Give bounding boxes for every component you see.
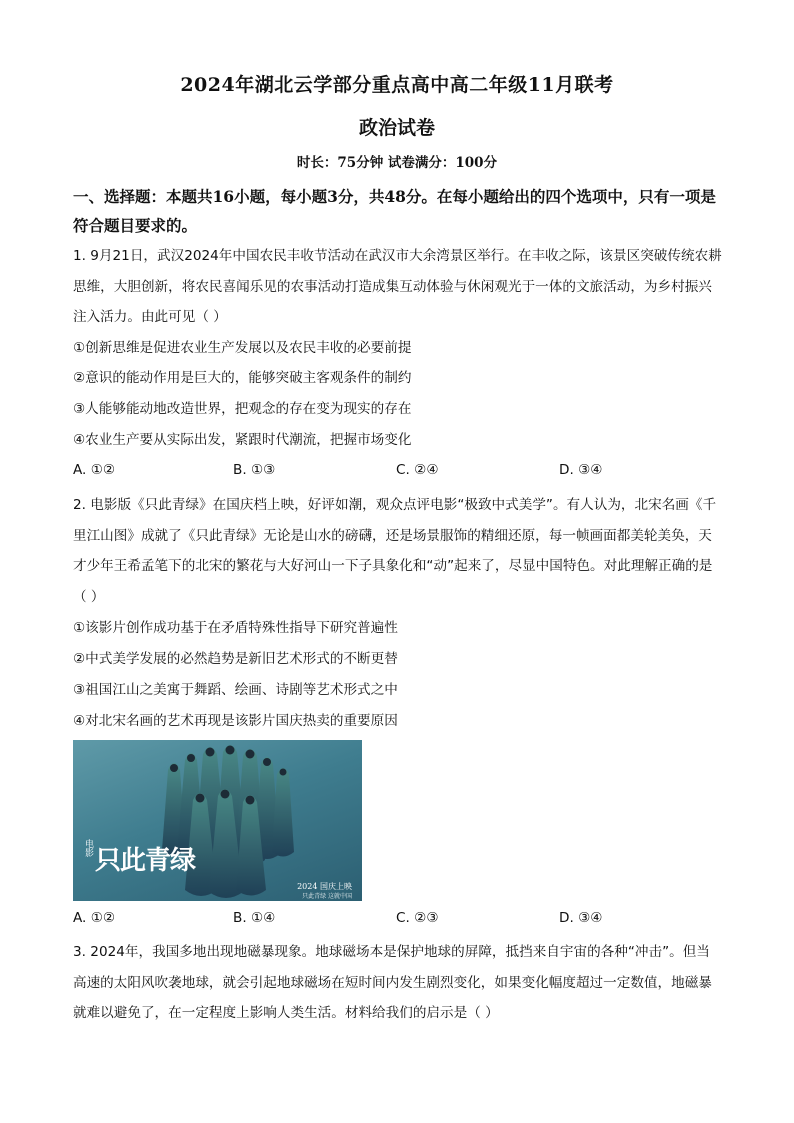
exam-meta: 时长：75分钟 试卷满分：100分 [296, 155, 498, 171]
poster-title-art: 只此青绿 [95, 846, 196, 876]
question-1-stem: 1. 9月21日，武汉2024年中国农民丰收节活动在武汉市大余湾景区举行。在丰收之际，该景区突破传统农耕思维，大胆创新，将农民喜闻乐见的农事活动打造成集互动体验与休闲观光于一体的文旅活动，为乡村振兴注入活力。由此可见（ ） [73, 248, 722, 325]
question-2-option-1: ①该影片创作成功基于在矛盾特殊性指导下研究普遍性 [73, 620, 398, 636]
question-2-option-4: ④对北宋名画的艺术再现是该影片国庆热卖的重要原因 [73, 713, 398, 729]
question-2-choice-c: C. ②③ [396, 910, 439, 926]
question-2-option-3: ③祖国江山之美寓于舞蹈、绘画、诗剧等艺术形式之中 [73, 682, 398, 698]
poster-side-text: 电影 [83, 839, 93, 857]
question-2-choices [73, 910, 723, 934]
poster-release: 2024 国庆上映 [297, 882, 352, 891]
movie-poster-image [73, 740, 362, 901]
question-2-stem: 2. 电影版《只此青绿》在国庆档上映，好评如潮，观众点评电影“极致中式美学”。有人认为，北宋名画《千里江山图》成就了《只此青绿》无论是山水的磅礴，还是场景服饰的精细还原，每一帧画面都美轮美奂，天才少年王希孟笔下的北宋的繁花与大好河山一下子具象化和“动”起来了，尽显中国特色。对此理解正确的是（ ） [73, 497, 717, 605]
question-1-option-1: ①创新思维是促进农业生产发展以及农民丰收的必要前提 [73, 340, 412, 356]
question-2-choice-b: B. ①④ [233, 910, 276, 926]
question-1-choice-c: C. ②④ [396, 462, 439, 478]
question-2-choice-a: A. ①② [73, 910, 116, 926]
question-1-choices [73, 462, 723, 486]
question-1-choice-a: A. ①② [73, 462, 116, 478]
question-1-option-3: ③人能够能动地改造世界，把观念的存在变为现实的存在 [73, 401, 412, 417]
question-1-choice-d: D. ③④ [559, 462, 603, 478]
question-1-option-2: ②意识的能动作用是巨大的，能够突破主客观条件的制约 [73, 370, 412, 386]
question-1-choice-b: B. ①③ [233, 462, 276, 478]
question-1-option-4: ④农业生产要从实际出发，紧跟时代潮流，把握市场变化 [73, 432, 412, 448]
section-heading: 一、选择题：本题共16小题，每小题3分，共48分。在每小题给出的四个选项中，只有一项是符合题目要求的。 [73, 187, 716, 235]
question-2-option-2: ②中式美学发展的必然趋势是新旧艺术形式的不断更替 [73, 651, 398, 667]
poster-tagline: 只此青绿 这就中国 [302, 893, 352, 900]
question-3-stem: 3. 2024年，我国多地出现地磁暴现象。地球磁场本是保护地球的屏障，抵挡来自宇宙的各种“冲击”。但当高速的太阳风吹袭地球，就会引起地球磁场在短时间内发生剧烈变化，如果变化幅度超过一定数值，地磁暴就难以避免了，在一定程度上影响人类生活。材料给我们的启示是（ ） [73, 944, 712, 1021]
exam-title: 2024年湖北云学部分重点高中高二年级11月联考 [180, 74, 614, 96]
exam-subject: 政治试卷 [358, 117, 435, 139]
question-2-choice-d: D. ③④ [559, 910, 603, 926]
